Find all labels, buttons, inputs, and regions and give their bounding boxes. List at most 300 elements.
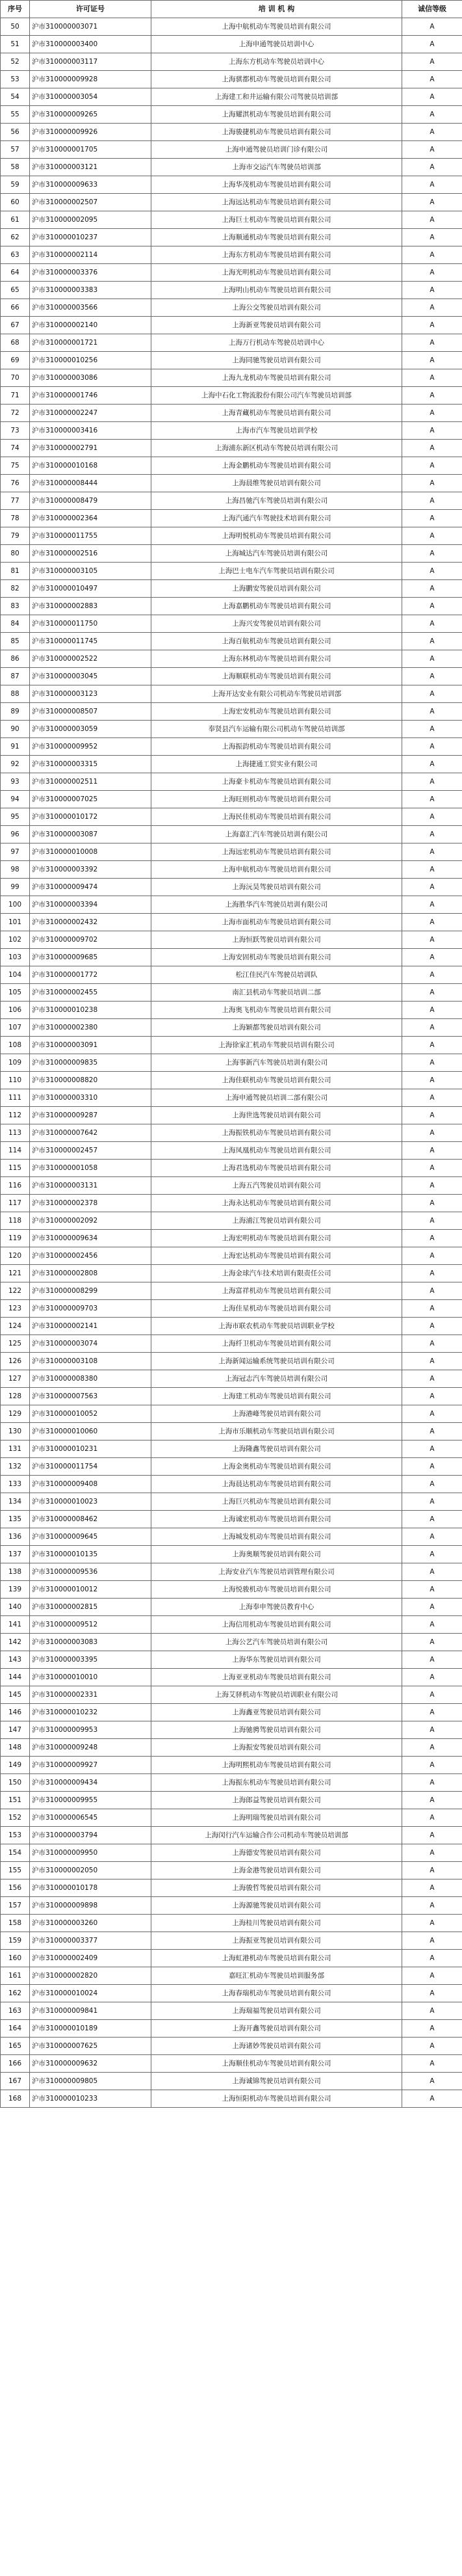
credit-grade-cell: A — [402, 1669, 462, 1686]
serial-number-cell: 94 — [1, 791, 30, 808]
credit-grade-cell: A — [402, 2038, 462, 2055]
credit-grade-cell: A — [402, 440, 462, 457]
credit-grade-cell: A — [402, 738, 462, 756]
serial-number-cell: 75 — [1, 457, 30, 475]
table-row — [1, 580, 462, 598]
license-number-cell: 沪市310000009645 — [30, 1528, 151, 1546]
serial-number-cell: 151 — [1, 1792, 30, 1809]
table-row — [1, 334, 462, 352]
credit-grade-cell: A — [402, 1634, 462, 1651]
header-row — [1, 1, 462, 18]
table-row — [1, 264, 462, 282]
credit-grade-cell: A — [402, 756, 462, 773]
header-training-institution: 培 训 机 构 — [151, 1, 402, 18]
license-number-cell: 沪市310000002247 — [30, 405, 151, 422]
serial-number-cell: 110 — [1, 1072, 30, 1089]
credit-grade-cell: A — [402, 598, 462, 615]
training-institution-cell: 上海佳星机动车驾驶员培训有限公司 — [151, 1300, 402, 1318]
table-row — [1, 1493, 462, 1511]
table-row — [1, 1792, 462, 1809]
credit-grade-cell: A — [402, 879, 462, 896]
table-row — [1, 387, 462, 405]
training-institution-cell: 南汇县机动车驾驶员培训二部 — [151, 984, 402, 1002]
training-institution-cell: 上海宏明机动车驾驶员培训有限公司 — [151, 1230, 402, 1247]
serial-number-cell: 83 — [1, 598, 30, 615]
table-row — [1, 18, 462, 36]
training-institution-cell: 上海华东驾驶员培训有限公司 — [151, 1651, 402, 1669]
credit-grade-cell: A — [402, 1247, 462, 1265]
serial-number-cell: 70 — [1, 369, 30, 387]
serial-number-cell: 53 — [1, 71, 30, 88]
license-number-cell: 沪市310000003123 — [30, 685, 151, 703]
table-row — [1, 984, 462, 1002]
credit-grade-cell: A — [402, 352, 462, 369]
serial-number-cell: 150 — [1, 1774, 30, 1792]
training-institution-cell: 上海骏哲驾驶员培训有限公司 — [151, 1879, 402, 1897]
credit-grade-cell: A — [402, 1809, 462, 1827]
table-row — [1, 1844, 462, 1862]
serial-number-cell: 74 — [1, 440, 30, 457]
training-institution-cell: 上海鹏安驾驶员培训有限公司 — [151, 580, 402, 598]
credit-grade-cell: A — [402, 1985, 462, 2002]
serial-number-cell: 97 — [1, 843, 30, 861]
serial-number-cell: 59 — [1, 176, 30, 194]
serial-number-cell: 134 — [1, 1493, 30, 1511]
table-row — [1, 615, 462, 633]
serial-number-cell: 93 — [1, 773, 30, 791]
credit-grade-cell: A — [402, 36, 462, 53]
training-institution-cell: 上海晨维驾驶员培训有限公司 — [151, 475, 402, 492]
table-row — [1, 1212, 462, 1230]
table-row — [1, 1528, 462, 1546]
license-number-cell: 沪市310000002141 — [30, 1318, 151, 1335]
serial-number-cell: 158 — [1, 1915, 30, 1932]
training-institution-cell: 上海安业汽车驾驶员培训管理有限公司 — [151, 1563, 402, 1581]
training-institution-cell: 上海昌驰汽车驾驶员培训有限公司 — [151, 492, 402, 510]
credit-grade-cell: A — [402, 264, 462, 282]
license-number-cell: 沪市310000002455 — [30, 984, 151, 1002]
table-row — [1, 176, 462, 194]
license-number-cell: 沪市310000009702 — [30, 931, 151, 949]
serial-number-cell: 60 — [1, 194, 30, 211]
credit-grade-cell: A — [402, 369, 462, 387]
training-institution-cell: 上海郎益驾驶员培训有限公司 — [151, 1792, 402, 1809]
table-row — [1, 1634, 462, 1651]
credit-grade-cell: A — [402, 1177, 462, 1195]
serial-number-cell: 90 — [1, 721, 30, 738]
table-row — [1, 457, 462, 475]
license-number-cell: 沪市310000003086 — [30, 369, 151, 387]
table-row — [1, 1037, 462, 1054]
serial-number-cell: 112 — [1, 1107, 30, 1124]
credit-grade-cell: A — [402, 1089, 462, 1107]
serial-number-cell: 118 — [1, 1212, 30, 1230]
serial-number-cell: 54 — [1, 88, 30, 106]
table-row — [1, 1300, 462, 1318]
serial-number-cell: 55 — [1, 106, 30, 124]
table-row — [1, 1546, 462, 1563]
training-institution-cell: 上海悦骏机动车驾驶员培训有限公司 — [151, 1581, 402, 1599]
table-row — [1, 527, 462, 545]
credit-grade-cell: A — [402, 1476, 462, 1493]
training-institution-cell: 上海顺联机动车驾驶员培训有限公司 — [151, 668, 402, 685]
training-institution-cell: 上海港峰驾驶员培训有限公司 — [151, 1405, 402, 1423]
license-number-cell: 沪市310000003392 — [30, 861, 151, 879]
table-row — [1, 1353, 462, 1370]
credit-grade-cell: A — [402, 1792, 462, 1809]
table-row — [1, 773, 462, 791]
serial-number-cell: 160 — [1, 1950, 30, 1967]
serial-number-cell: 73 — [1, 422, 30, 440]
serial-number-cell: 99 — [1, 879, 30, 896]
license-number-cell: 沪市310000009633 — [30, 176, 151, 194]
license-number-cell: 沪市310000010052 — [30, 1405, 151, 1423]
table-row — [1, 1897, 462, 1915]
license-number-cell: 沪市310000003117 — [30, 53, 151, 71]
credit-grade-cell: A — [402, 2073, 462, 2090]
table-row — [1, 422, 462, 440]
training-institution-cell: 上海万行机动车驾驶员培训中心 — [151, 334, 402, 352]
credit-grade-cell: A — [402, 545, 462, 563]
training-institution-cell: 嘉旺汇机动车驾驶员培训服务部 — [151, 1967, 402, 1985]
table-row — [1, 1686, 462, 1704]
license-number-cell: 沪市310000003260 — [30, 1915, 151, 1932]
credit-grade-cell: A — [402, 1458, 462, 1476]
credit-grade-cell: A — [402, 668, 462, 685]
training-institution-cell: 上海巴士电车汽车驾驶员培训有限公司 — [151, 563, 402, 580]
serial-number-cell: 121 — [1, 1265, 30, 1282]
serial-number-cell: 64 — [1, 264, 30, 282]
credit-grade-cell: A — [402, 1160, 462, 1177]
credit-grade-cell: A — [402, 1300, 462, 1318]
license-number-cell: 沪市310000002791 — [30, 440, 151, 457]
serial-number-cell: 168 — [1, 2090, 30, 2108]
license-number-cell: 沪市310000001721 — [30, 334, 151, 352]
license-number-cell: 沪市310000009898 — [30, 1897, 151, 1915]
license-number-cell: 沪市310000002432 — [30, 914, 151, 931]
training-institution-cell: 上海春瑞机动车驾驶员培训有限公司 — [151, 1985, 402, 2002]
credit-grade-cell: A — [402, 1423, 462, 1441]
training-institution-cell: 上海建工和井运输有限公司驾驶员培训部 — [151, 88, 402, 106]
training-institution-cell: 上海瑞福驾驶员培训有限公司 — [151, 2002, 402, 2020]
credit-grade-cell: A — [402, 53, 462, 71]
license-number-cell: 沪市310000009474 — [30, 879, 151, 896]
training-institution-cell: 上海东方机动车驾驶员培训有限公司 — [151, 246, 402, 264]
header-credit-grade: 诚信等级 — [402, 1, 462, 18]
license-number-cell: 沪市310000003059 — [30, 721, 151, 738]
table-row — [1, 1195, 462, 1212]
serial-number-cell: 132 — [1, 1458, 30, 1476]
training-institution-cell: 上海远宏机动车驾驶员培训有限公司 — [151, 843, 402, 861]
license-number-cell: 沪市310000008507 — [30, 703, 151, 721]
credit-grade-cell: A — [402, 1441, 462, 1458]
serial-number-cell: 129 — [1, 1405, 30, 1423]
table-header — [1, 1, 462, 18]
credit-grade-cell: A — [402, 88, 462, 106]
credit-grade-cell: A — [402, 1212, 462, 1230]
credit-grade-cell: A — [402, 1142, 462, 1160]
license-number-cell: 沪市310000011745 — [30, 633, 151, 650]
table-row — [1, 843, 462, 861]
table-row — [1, 1599, 462, 1616]
license-number-cell: 沪市310000010008 — [30, 843, 151, 861]
license-number-cell: 沪市310000003394 — [30, 896, 151, 914]
table-row — [1, 2055, 462, 2073]
table-row — [1, 1563, 462, 1581]
table-row — [1, 1985, 462, 2002]
training-institution-cell: 上海旺则机动车驾驶员培训有限公司 — [151, 791, 402, 808]
training-institution-cell: 上海市联农机动车驾驶员培训职业学校 — [151, 1318, 402, 1335]
training-institution-cell: 上海隆鑫驾驶员培训有限公司 — [151, 1441, 402, 1458]
license-number-cell: 沪市310000009928 — [30, 71, 151, 88]
credit-grade-cell: A — [402, 18, 462, 36]
credit-grade-cell: A — [402, 1318, 462, 1335]
serial-number-cell: 138 — [1, 1563, 30, 1581]
training-institution-cell: 上海浦东新区机动车驾驶员培训有限公司 — [151, 440, 402, 457]
license-number-cell: 沪市310000003131 — [30, 1177, 151, 1195]
license-number-cell: 沪市310000011755 — [30, 527, 151, 545]
serial-number-cell: 92 — [1, 756, 30, 773]
serial-number-cell: 116 — [1, 1177, 30, 1195]
serial-number-cell: 58 — [1, 159, 30, 176]
table-row — [1, 1423, 462, 1441]
license-number-cell: 沪市310000002815 — [30, 1599, 151, 1616]
license-number-cell: 沪市310000010497 — [30, 580, 151, 598]
training-institution-cell: 上海青藏机动车驾驶员培训有限公司 — [151, 405, 402, 422]
serial-number-cell: 159 — [1, 1932, 30, 1950]
license-number-cell: 沪市310000010010 — [30, 1669, 151, 1686]
license-number-cell: 沪市310000009632 — [30, 2055, 151, 2073]
license-number-cell: 沪市310000002511 — [30, 773, 151, 791]
serial-number-cell: 156 — [1, 1879, 30, 1897]
license-number-cell: 沪市310000009634 — [30, 1230, 151, 1247]
serial-number-cell: 50 — [1, 18, 30, 36]
credit-grade-cell: A — [402, 194, 462, 211]
license-number-cell: 沪市310000008299 — [30, 1282, 151, 1300]
credit-grade-cell: A — [402, 317, 462, 334]
table-row — [1, 545, 462, 563]
table-row — [1, 352, 462, 369]
serial-number-cell: 52 — [1, 53, 30, 71]
credit-grade-cell: A — [402, 1950, 462, 1967]
training-institution-cell: 上海金港驾驶员培训有限公司 — [151, 1862, 402, 1879]
training-institution-cell: 上海安固机动车驾驶员培训有限公司 — [151, 949, 402, 966]
credit-grade-cell: A — [402, 1686, 462, 1704]
serial-number-cell: 80 — [1, 545, 30, 563]
credit-grade-cell: A — [402, 246, 462, 264]
table-row — [1, 1054, 462, 1072]
license-number-cell: 沪市310000010238 — [30, 1002, 151, 1019]
training-institution-cell: 上海晨达机动车驾驶员培训有限公司 — [151, 1476, 402, 1493]
license-number-cell: 沪市310000003377 — [30, 1932, 151, 1950]
license-number-cell: 沪市310000009835 — [30, 1054, 151, 1072]
credit-grade-cell: A — [402, 1546, 462, 1563]
training-institution-cell: 上海宏安机动车驾驶员培训有限公司 — [151, 703, 402, 721]
license-number-cell: 沪市310000009952 — [30, 738, 151, 756]
credit-grade-cell: A — [402, 387, 462, 405]
table-row — [1, 650, 462, 668]
license-number-cell: 沪市310000009512 — [30, 1616, 151, 1634]
license-number-cell: 沪市310000010023 — [30, 1493, 151, 1511]
license-number-cell: 沪市310000002095 — [30, 211, 151, 229]
serial-number-cell: 166 — [1, 2055, 30, 2073]
training-institution-cell: 上海徐家汇机动车驾驶员培训有限公司 — [151, 1037, 402, 1054]
serial-number-cell: 127 — [1, 1370, 30, 1388]
table-row — [1, 2073, 462, 2090]
table-row — [1, 106, 462, 124]
training-institution-cell: 上海骐都机动车驾驶员培训有限公司 — [151, 71, 402, 88]
credit-grade-cell: A — [402, 1915, 462, 1932]
serial-number-cell: 106 — [1, 1002, 30, 1019]
table-row — [1, 1721, 462, 1739]
credit-grade-cell: A — [402, 405, 462, 422]
credit-grade-cell: A — [402, 580, 462, 598]
license-number-cell: 沪市310000002092 — [30, 1212, 151, 1230]
credit-grade-cell: A — [402, 1599, 462, 1616]
training-institution-cell: 上海颖都驾驶员培训有限公司 — [151, 1019, 402, 1037]
table-row — [1, 949, 462, 966]
training-institution-cell: 上海五汽驾驶员培训有限公司 — [151, 1177, 402, 1195]
training-institution-cell: 上海源驰驾驶员培训有限公司 — [151, 1897, 402, 1915]
training-institution-cell: 上海汽通汽车驾驶技术培训有限公司 — [151, 510, 402, 527]
license-number-cell: 沪市310000002522 — [30, 650, 151, 668]
credit-grade-cell: A — [402, 282, 462, 299]
serial-number-cell: 120 — [1, 1247, 30, 1265]
license-number-cell: 沪市310000008444 — [30, 475, 151, 492]
serial-number-cell: 123 — [1, 1300, 30, 1318]
license-number-cell: 沪市310000007563 — [30, 1388, 151, 1405]
table-row — [1, 1124, 462, 1142]
credit-grade-cell: A — [402, 949, 462, 966]
license-number-cell: 沪市310000009841 — [30, 2002, 151, 2020]
serial-number-cell: 111 — [1, 1089, 30, 1107]
license-number-cell: 沪市310000010232 — [30, 1704, 151, 1721]
credit-grade-cell: A — [402, 1774, 462, 1792]
training-institution-cell: 上海新亚驾驶员培训有限公司 — [151, 317, 402, 334]
training-institution-cell: 上海市面机动车驾驶员培训有限公司 — [151, 914, 402, 931]
credit-grade-cell: A — [402, 633, 462, 650]
license-number-cell: 沪市310000010172 — [30, 808, 151, 826]
license-number-cell: 沪市310000010231 — [30, 1441, 151, 1458]
credit-grade-cell: A — [402, 1107, 462, 1124]
license-number-cell: 沪市310000002820 — [30, 1967, 151, 1985]
table-row — [1, 879, 462, 896]
credit-grade-cell: A — [402, 1739, 462, 1757]
table-row — [1, 808, 462, 826]
serial-number-cell: 96 — [1, 826, 30, 843]
license-number-cell: 沪市310000002331 — [30, 1686, 151, 1704]
serial-number-cell: 100 — [1, 896, 30, 914]
table-row — [1, 369, 462, 387]
training-institution-cell: 上海华茂机动车驾驶员培训有限公司 — [151, 176, 402, 194]
training-institution-cell: 上海申航机动车驾驶员培训有限公司 — [151, 861, 402, 879]
license-number-cell: 沪市310000009927 — [30, 1757, 151, 1774]
credit-grade-cell: A — [402, 984, 462, 1002]
credit-grade-cell: A — [402, 1757, 462, 1774]
serial-number-cell: 164 — [1, 2020, 30, 2038]
serial-number-cell: 125 — [1, 1335, 30, 1353]
serial-number-cell: 91 — [1, 738, 30, 756]
table-row — [1, 1915, 462, 1932]
serial-number-cell: 89 — [1, 703, 30, 721]
credit-grade-cell: A — [402, 1072, 462, 1089]
credit-grade-cell: A — [402, 475, 462, 492]
table-row — [1, 492, 462, 510]
training-institution-cell: 上海申通驾驶员培训二部有限公司 — [151, 1089, 402, 1107]
training-institution-cell: 上海诚宏机动车驾驶员培训有限公司 — [151, 1511, 402, 1528]
credit-grade-cell: A — [402, 773, 462, 791]
table-row — [1, 124, 462, 141]
license-number-cell: 沪市310000006545 — [30, 1809, 151, 1827]
training-institution-cell: 上海凤凰机动车驾驶员培训有限公司 — [151, 1142, 402, 1160]
training-institution-cell: 上海振铁机动车驾驶员培训有限公司 — [151, 1124, 402, 1142]
serial-number-cell: 61 — [1, 211, 30, 229]
serial-number-cell: 141 — [1, 1616, 30, 1634]
credit-grade-cell: A — [402, 1037, 462, 1054]
training-institution-cell: 上海远达机动车驾驶员培训有限公司 — [151, 194, 402, 211]
table-row — [1, 738, 462, 756]
credit-grade-cell: A — [402, 159, 462, 176]
training-institution-cell: 上海顺佳机动车驾驶员培训有限公司 — [151, 2055, 402, 2073]
serial-number-cell: 85 — [1, 633, 30, 650]
training-institution-cell: 上海明悦机动车驾驶员培训有限公司 — [151, 527, 402, 545]
training-institution-cell: 上海申通驾驶员培训门诊有限公司 — [151, 141, 402, 159]
table-row — [1, 510, 462, 527]
table-row — [1, 1651, 462, 1669]
credit-grade-cell: A — [402, 914, 462, 931]
table-row — [1, 317, 462, 334]
training-institution-cell: 上海城发机动车驾驶员培训有限公司 — [151, 1528, 402, 1546]
training-institution-cell: 上海金奥机动车驾驶员培训有限公司 — [151, 1458, 402, 1476]
training-institution-cell: 上海信用机动车驾驶员培训有限公司 — [151, 1616, 402, 1634]
table-row — [1, 1950, 462, 1967]
training-institution-cell: 上海民佳机动车驾驶员培训有限公司 — [151, 808, 402, 826]
credit-grade-cell: A — [402, 1002, 462, 1019]
serial-number-cell: 148 — [1, 1739, 30, 1757]
training-institution-cell: 上海嘉鹏机动车驾驶员培训有限公司 — [151, 598, 402, 615]
license-number-cell: 沪市310000011750 — [30, 615, 151, 633]
table-row — [1, 2002, 462, 2020]
training-institution-cell: 上海闵行汽车运输合作公司机动车驾驶员培训部 — [151, 1827, 402, 1844]
credit-grade-cell: A — [402, 1563, 462, 1581]
serial-number-cell: 122 — [1, 1282, 30, 1300]
license-number-cell: 沪市310000009805 — [30, 2073, 151, 2090]
license-number-cell: 沪市310000002808 — [30, 1265, 151, 1282]
license-number-cell: 沪市310000002409 — [30, 1950, 151, 1967]
training-institution-cell: 上海沅昊驾驶员培训有限公司 — [151, 879, 402, 896]
license-number-cell: 沪市310000003083 — [30, 1634, 151, 1651]
credit-grade-cell: A — [402, 826, 462, 843]
serial-number-cell: 135 — [1, 1511, 30, 1528]
credit-grade-cell: A — [402, 1195, 462, 1212]
serial-number-cell: 78 — [1, 510, 30, 527]
serial-number-cell: 101 — [1, 914, 30, 931]
credit-grade-cell: A — [402, 1230, 462, 1247]
training-institution-cell: 奉贤县汽车运输有限公司机动车驾驶员培训部 — [151, 721, 402, 738]
training-institution-cell: 上海胜华汽车驾驶员培训有限公司 — [151, 896, 402, 914]
table-row — [1, 1862, 462, 1879]
license-number-cell: 沪市310000010256 — [30, 352, 151, 369]
training-institution-cell: 上海事新汽车驾驶员培训有限公司 — [151, 1054, 402, 1072]
credit-grade-cell: A — [402, 1932, 462, 1950]
serial-number-cell: 154 — [1, 1844, 30, 1862]
license-number-cell: 沪市310000002380 — [30, 1019, 151, 1037]
training-institution-cell: 上海富祥机动车驾驶员培训有限公司 — [151, 1282, 402, 1300]
table-row — [1, 141, 462, 159]
credit-grade-cell: A — [402, 1967, 462, 1985]
license-number-cell: 沪市310000009955 — [30, 1792, 151, 1809]
serial-number-cell: 65 — [1, 282, 30, 299]
